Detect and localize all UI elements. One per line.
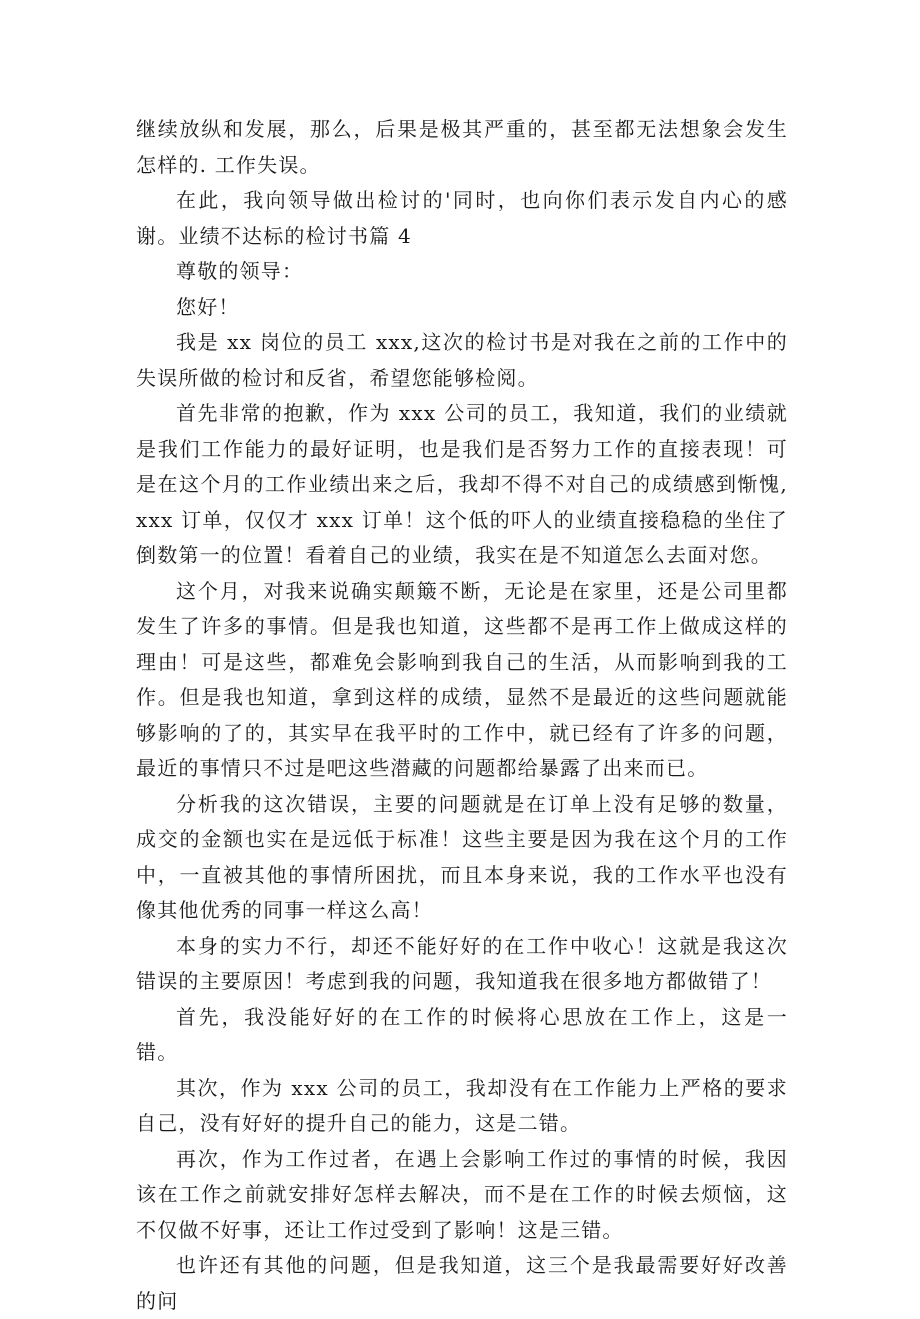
paragraph-second-error: 其次，作为 xxx 公司的员工，我却没有在工作能力上严格的要求自己，没有好好的提升自己的能力，这是二错。 <box>136 1075 788 1135</box>
greeting: 您好！ <box>176 294 240 319</box>
paragraph-this-month: 这个月，对我来说确实颠簸不断，无论是在家里，还是公司里都发生了许多的事情。但是我也知道，这些都不是再工作上做成这样的理由！可是这些，都难免会影响到我自己的生活，从而影响到我的工作。但是我也知道，拿到这样的成绩，显然不是最近的这些问题就能够影响的了的，其实早在我平时的工作中，就已经有了许多的问题，最近的事情只不过是吧这些潜藏的问题都给暴露了出来而已。 <box>136 578 788 780</box>
paragraph-third-error: 再次，作为工作过者，在遇上会影响工作过的事情的时候，我因该在工作之前就安排好怎样去解决，而不是在工作的时候去烦恼，这不仅做不好事，还让工作过受到了影响！这是三错。 <box>136 1146 788 1242</box>
paragraph-main-reason: 本身的实力不行，却还不能好好的在工作中收心！这就是我这次错误的主要原因！考虑到我的问题，我知道我在很多地方都做错了！ <box>136 933 788 993</box>
paragraph-intro: 我是 xx 岗位的员工 xxx,这次的检讨书是对我在之前的工作中的失误所做的检讨和反省，希望您能够检阅。 <box>136 330 788 390</box>
paragraph-other-issues: 也许还有其他的问题，但是我知道，这三个是我最需要好好改善的问 <box>136 1253 788 1313</box>
paragraph-analysis: 分析我的这次错误，主要的问题就是在订单上没有足够的数量，成交的金额也实在是远低于标准！这些主要是因为我在这个月的工作中，一直被其他的事情所困扰，而且本身来说，我的工作水平也没有像其他优秀的同事一样这么高！ <box>136 791 788 922</box>
salutation: 尊敬的领导： <box>176 259 304 283</box>
paragraph-thanks-and-heading: 在此，我向领导做出检讨的'同时，也向你们表示发自内心的感谢。业绩不达标的检讨书篇 4 <box>136 188 788 248</box>
paragraph-continuation: 继续放纵和发展，那么，后果是极其严重的，甚至都无法想象会发生怎样的. 工作失误。 <box>136 117 788 177</box>
paragraph-first-error: 首先，我没能好好的在工作的时候将心思放在工作上，这是一错。 <box>136 1004 788 1064</box>
document-body <box>136 112 788 1319</box>
paragraph-apology: 首先非常的抱歉，作为 xxx 公司的员工，我知道，我们的业绩就是我们工作能力的最好证明，也是我们是否努力工作的直接表现！可是在这个月的工作业绩出来之后，我却不得不对自己的成绩感到惭愧, xxx 订单，仅仅才 xxx 订单！这个低的吓人的业绩直接稳稳的坐住了倒数第一的位置！看着自己的业绩，我实在是不知道怎么去面对您。 <box>136 401 788 567</box>
